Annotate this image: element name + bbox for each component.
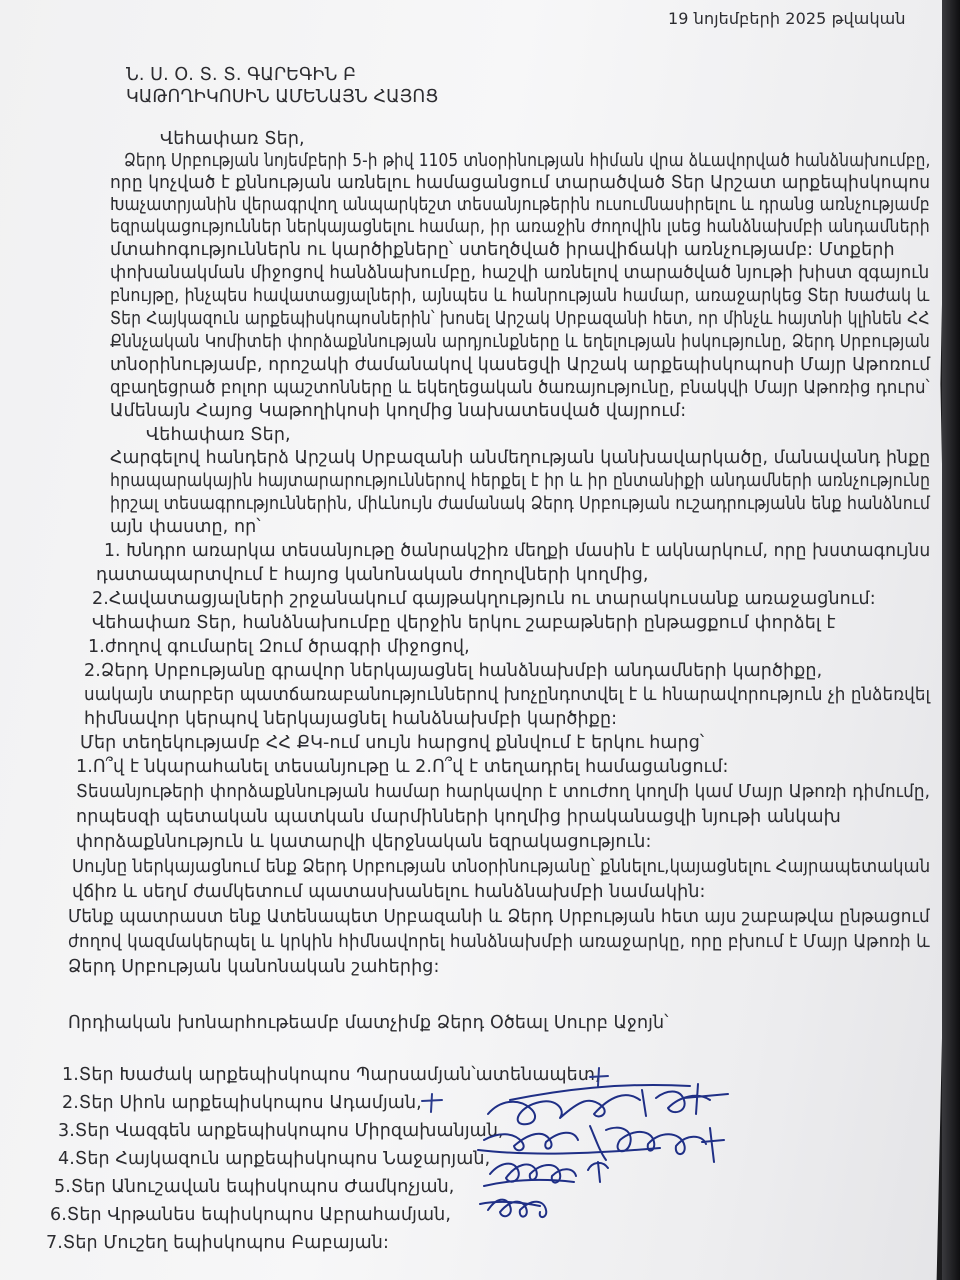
body-line: տնօրինությամբ, որոշակի ժամանակով կասեցվի Արշակ արքեպիսկոպոսի Մայր Աթոռում [110,355,931,375]
body-line: ժողով կազմակերպել և կրկին հիմնավորել հանձնախմբի առաջարկը, որը բխում է Մայր Աթոռի և [68,932,930,952]
body-line: Տեր Հայկազուն արքեպիսկոպոսներին՝ խոսել Արշակ Սրբազանի հետ, որ մինչև հայտնի կլինեն ՀՀ [110,309,930,329]
addressee-line-2: ԿԱԹՈՂԻԿՈՍԻՆ ԱՄԵՆԱՅՆ ՀԱՅՈՑ [126,87,439,107]
body-line: փորձաքննություն և կատարվի վերջնական եզրակացություն: [76,832,652,852]
body-line: 2.Ձերդ Սրբությանը գրավոր ներկայացնել հանձնախմբի անդամների կարծիքը, [84,661,823,681]
body-line: Քննչական Կոմիտեի փորձաքննության արդյունքները և եղելության իսկությունը, Ձերդ Սրբության [110,332,930,352]
body-line: փոխանակման միջոցով հանձնախումբը, հաշվի առնելով տարածված նյութի խիստ զգայուն [110,263,930,283]
body-line: դատապարտվում է հայոց կանոնական ժողովների կողմից, [96,565,649,585]
handwritten-signatures [470,1070,770,1230]
body-line: Վեհափառ Տեր, հանձնախումբը վերջին երկու շաբաթների ընթացքում փորձել է [92,613,836,633]
body-line: Ձերդ Սրբության կանոնական շահերից: [68,957,440,977]
body-line: սակայն տարբեր պատճառաբանություններով խոչընդոտվել է և հնարավորություն չի ընձեռվել [84,685,931,705]
signatory-2: 2.Տեր Սիոն արքեպիսկոպոս Ադամյան, [62,1093,422,1113]
body-line: զբաղեցրած բոլոր պաշտոնները և եկեղեցական ծառայությունը, բնակվի Մայր Աթոռից դուրս՝ [110,378,930,398]
body-line: բնույթը, ինչպես հավատացյալների, այնպես և հանրության համար, առաջարկեց Տեր Խաժակ և [110,286,930,306]
body-line: Ձերդ Սրբության նոյեմբերի 5-ի թիվ 1105 տնօրինության հիման վրա ձևավորված հանձնախումբը, [124,151,931,171]
body-line: որը կոչված է քննության առնելու համացանցում տարածված Տեր Արշատ արքեպիսկոպոս [110,173,931,193]
body-line: Խաչատրյանին վերագրվող անպարկեշտ տեսանյութերին ուսումնասիրելու և դրանց առնչությամբ [110,195,930,215]
addressee-line-1: Ն. Ս. Օ. Տ. Տ. ԳԱՐԵԳԻՆ Բ [126,65,356,85]
body-line: Մեր տեղեկությամբ ՀՀ ՔԿ-ում սույն հարցով քննվում է երկու հարց՝ [80,733,705,753]
body-line: Տեսանյութերի փորձաքննության համար հարկավոր է տուժող կողմի կամ Մայր Աթոռի դիմումը, [76,782,931,802]
signatory-7: 7.Տեր Մուշեղ եպիսկոպոս Բաբայան: [46,1233,389,1253]
letter-date: 19 նոյեմբերի 2025 թվական [668,9,906,28]
body-line: իրշալ տեսագրություններին, միևնույն ժամանակ Ձերդ Սրբության ուշադրությանն ենք հանձնում [110,494,931,514]
signatory-6: 6.Տեր Վրթանես եպիսկոպոս Աբրահամյան, [50,1205,451,1225]
salutation: Վեհափառ Տեր, [146,425,291,445]
body-line: որպեսզի պետական պատկան մարմինների կողմից իրականացվի նյութի անկախ [76,807,841,827]
cross-mark-icon [420,1092,444,1114]
body-line: Սույնը ներկայացնում ենք Ձերդ Սրբության տնօրինությանը՝ քննելու,կայացնելու Հայրապետական [72,857,931,877]
body-line: այն փաստը, որ՝ [110,517,261,537]
body-line: 1.ժողով գումարել Զում ծրագրի միջոցով, [88,637,470,657]
signatory-4: 4.Տեր Հայկազուն արքեպիսկոպոս Նաջարյան, [58,1149,491,1169]
salutation: Վեհափառ Տեր, [160,129,305,149]
body-line: 2.Հավատացյալների շրջանակում գայթակղություն ու տարակուսանք առաջացնում: [92,589,876,609]
closing-formula: Որդիական խոնարհութեամբ մատչիմք Ձերդ Օծեալ Սուրբ Աջոյն՝ [68,1013,669,1033]
body-line: մտահոգություններն ու կարծիքները՝ ստեղծված իրավիճակի առնչությամբ: Մտքերի [110,240,895,260]
signatory-3: 3.Տեր Վազգեն արքեպիսկոպոս Միրզախանյան, [58,1121,504,1141]
body-line: 1.Ո՞վ է նկարահանել տեսանյութը և 2.Ո՞վ է տեղադրել համացանցում: [76,757,729,777]
body-line: եզրակացություններ ներկայացնելու համար, իր առաջին ժողովին լսեց հանձնախմբի անդամների [110,217,930,237]
body-line: վճիռ և սեղմ ժամկետում պատասխանելու հանձնախմբի նամակին: [72,882,706,902]
body-line: հրապարակային հայտարարություններով հերքել է իր և իր ընտանիքի անդամների առնչությունը [110,471,931,491]
signatory-1: 1.Տեր Խաժակ արքեպիսկոպոս Պարսամյան՝ատենապետ, [62,1065,601,1085]
body-line: Ամենայն Հայոց Կաթողիկոսի կողմից նախատեսված վայրում: [110,401,687,421]
body-line: Հարգելով հանդերձ Արշակ Սրբազանի անմեղության կանխավարկածը, մանավանդ ինքը [110,448,931,468]
body-line: հիմնավոր կերպով ներկայացնել հանձնախմբի կարծիքը: [84,709,618,729]
signatory-5: 5.Տեր Անուշավան եպիսկոպոս Ժամկոչյան, [54,1177,455,1197]
page-background-edge [942,0,960,1280]
body-line: 1. Խնդրո առարկա տեսանյութը ծանրակշիռ մեղքի մասին է ակնարկում, որը խստագույնս [104,541,931,561]
body-line: Մենք պատրաստ ենք Ատենապետ Սրբազանի և Ձերդ Սրբության հետ այս շաբաթվա ընթացում [68,907,930,927]
